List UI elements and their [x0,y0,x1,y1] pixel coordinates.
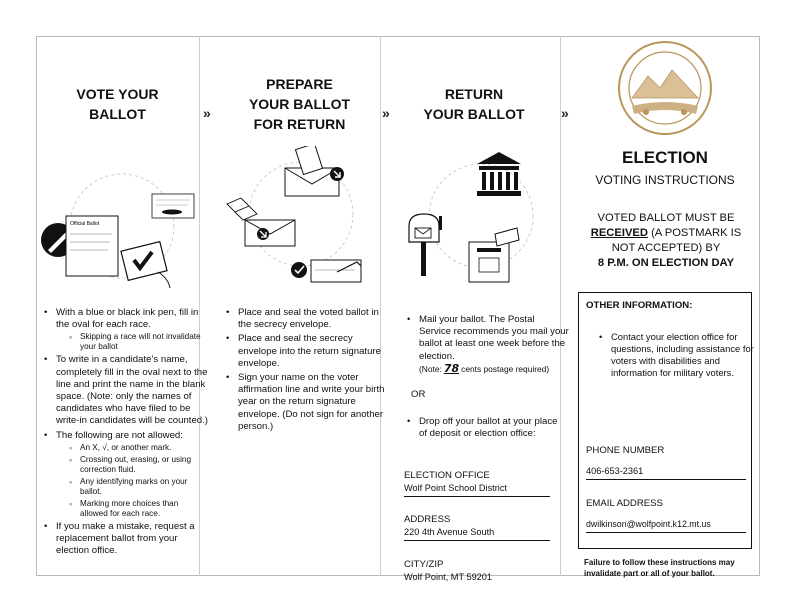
list-item: ◦ Marking more choices than allowed for each race. [80,499,208,519]
field-label: CITY/ZIP [404,559,444,570]
other-info-title: OTHER INFORMATION: [586,300,693,311]
envelope-icon [285,146,344,196]
seal-icon [610,40,720,140]
return-dropoff-list [405,416,565,442]
other-information-box [578,292,752,549]
mailbox-icon [409,214,442,276]
deadline-time: 8 P.M. ON ELECTION DAY [597,257,735,269]
field-value: Wolf Point, MT 59201 [404,572,493,582]
chevron-right-icon: » [382,105,388,121]
panel-return-ballot [399,36,569,582]
vote-instructions-list [42,307,208,559]
address-field [404,514,550,541]
vote-illustration [40,154,200,290]
list-item: • With a blue or black ink pen, fill in the oval for each race. ◦ Skipping a race will not invalidate your ballot [54,307,208,352]
return-mail-list [405,314,569,378]
panel-title [219,74,380,134]
prepare-illustration [219,146,379,296]
deadline-notice: VOTED BALLOT MUST BE RECEIVED (A POSTMARK IS NOT ACCEPTED) BY 8 P.M. ON ELECTION DAY [590,212,742,269]
field-value: 220 4th Avenue South [404,527,550,541]
field-value: dwilkinson@wolfpoint.k12.mt.us [586,519,746,533]
panel-cover [570,36,760,576]
list-item: • Contact your election office for questions, including assistance for voters with disabilities and information for military voters. [609,331,755,379]
title-line: BALLOT [89,106,146,122]
field-label: EMAIL ADDRESS [586,498,663,509]
list-item: • Sign your name on the voter affirmation line and write your birth year on the return signature envelope. (Do not sign for another person.) [236,372,388,433]
field-label: ADDRESS [404,514,451,525]
panel-title [36,84,199,124]
list-item: • If you make a mistake, request a replacement ballot from your election office. [54,521,208,558]
field-label: ELECTION OFFICE [404,470,490,481]
list-item: • Place and seal the voted ballot in the secrecy envelope. [236,307,388,331]
chevron-right-icon: » [203,105,209,121]
list-item: • Mail your ballot. The Postal Service recommends you mail your ballot at least one week before the election. (Note: 78 cents postage required) [417,314,569,376]
phone-field [586,445,746,480]
received-emphasis: RECEIVED [590,227,648,239]
panel-title [399,84,549,124]
list-item: ◦ An X, √, or another mark. [80,443,208,453]
panel-vote-your-ballot [36,36,208,576]
panel-prepare-ballot [219,36,385,576]
list-item: • To write in a candidate’s name, completely fill in the oval next to the line and print the name in the blank space. (Note: only the names of candidates who have filed to be write-in candidates will be counted.) [54,354,208,427]
title-line: YOUR BALLOT [423,106,525,122]
ballot-icon [66,216,118,276]
postage-note: (Note: 78 cents postage required) [419,361,550,375]
title-line: YOUR BALLOT [248,96,351,112]
list-item: ◦ Skipping a race will not invalidate your ballot [80,332,208,352]
list-item: ◦ Any identifying marks on your ballot. [80,477,208,497]
other-info-list [597,331,755,381]
list-item: • Drop off your ballot at your place of deposit or election office: [417,416,565,440]
city-zip-field [404,559,550,585]
email-field [586,498,746,533]
checkmark-icon [121,242,167,281]
title-line: PREPARE [266,76,333,92]
return-illustration [399,144,559,294]
field-value: 406-653-2361 [586,466,746,480]
list-item: ◦ Crossing out, erasing, or using correction fluid. [80,455,208,475]
list-item: • Place and seal the secrecy envelope into the return signature envelope. [236,333,388,370]
prepare-instructions-list [224,307,388,435]
footer-warning: Failure to follow these instructions may invalidate part or all of your ballot. [584,558,735,578]
fold-line-2 [380,36,381,576]
election-office-field [404,470,550,497]
cover-subtitle: VOTING INSTRUCTIONS [595,173,735,187]
list-item: • The following are not allowed: ◦ An X, √, or another mark. ◦ Crossing out, erasing, or using correction fluid. ◦ Any identifying marks on your ballot. ◦ Marking more choices than allowed for each race. [54,430,208,519]
postage-cents: 78 [443,361,460,375]
checkmark-icon [291,262,307,278]
title-line: RETURN [444,86,504,102]
field-label: PHONE NUMBER [586,445,665,456]
title-line: VOTE YOUR [76,86,159,102]
chevron-right-icon: » [561,105,567,121]
or-text: OR [411,389,426,400]
field-value: Wolf Point School District [404,483,550,497]
svg-text:Official Ballot: Official Ballot [70,221,100,227]
building-icon [477,152,521,196]
dropbox-icon [469,228,519,282]
title-line: FOR RETURN [253,116,346,132]
cover-title: ELECTION [622,148,708,167]
